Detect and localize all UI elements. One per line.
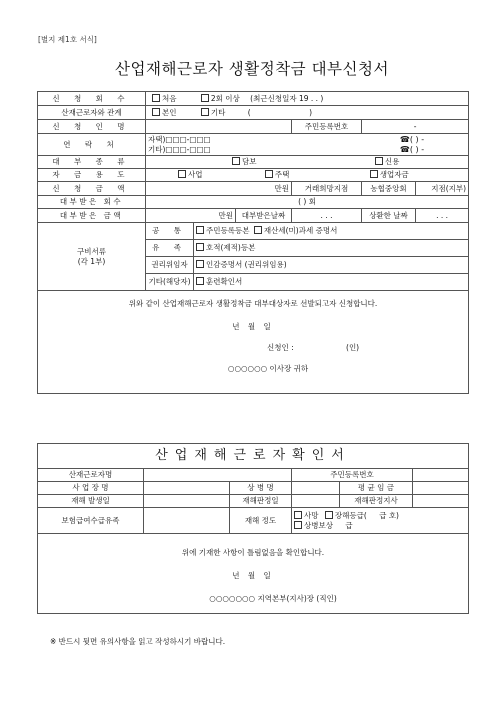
docs-other-row (194, 274, 469, 291)
count-label: 신 청 회 수 (38, 92, 146, 106)
count-second-checkbox[interactable] (201, 94, 240, 103)
benefit-type-field[interactable] (144, 508, 230, 534)
docs-label (38, 223, 146, 291)
docs-agent-checkbox[interactable] (196, 260, 287, 269)
severity-options (292, 508, 469, 534)
collateral-text: 담보 (242, 157, 257, 167)
docs-tax-checkbox[interactable] (252, 226, 337, 235)
confirmation-statement-block (38, 534, 469, 614)
decision-office-label: 재해판정지사 (340, 495, 413, 508)
injury-comp-text: 상병보상 (304, 520, 333, 530)
docs-family-text: 호적(제적)등본 (206, 243, 256, 253)
application-statement-block (38, 291, 469, 394)
confirmation-table (37, 443, 469, 614)
other-phone-label: 기타)□□□-□□□ (148, 144, 211, 154)
repay-date-field[interactable]: . . . (416, 209, 469, 223)
avg-wage-label: 평 균 임 금 (340, 482, 413, 495)
applicant-label: 신청인 : (266, 343, 294, 352)
count-second-text: 2회 이상 (210, 93, 240, 103)
bank-name: 농협중앙회 (362, 182, 416, 196)
other-tel: ☎( ) - (399, 144, 425, 154)
confirm-rrn-field[interactable] (413, 469, 469, 482)
benefit-type-text: 보험급여수급유족 (61, 515, 120, 525)
form-number: [별지 제1호 서식] (38, 35, 97, 44)
relation-self-checkbox[interactable] (152, 108, 177, 117)
docs-common-row (194, 223, 469, 240)
disability-text: 장해등급( (334, 511, 367, 521)
loan-amount-field[interactable] (146, 209, 236, 223)
relation-other-checkbox[interactable] (201, 108, 226, 117)
confirmation-title: 산업재해근로자확인서 (38, 444, 469, 469)
docs-training-text: 훈련확인서 (206, 277, 243, 287)
relation-paren: ( ) (247, 107, 341, 117)
loan-count-field[interactable]: ( ) 회 (146, 196, 469, 209)
docs-family-label: 유 족 (146, 240, 194, 257)
loan-amount-label: 대부받은 금액 (38, 209, 146, 223)
home-phone-label: 자택)□□□-□□□ (148, 134, 211, 144)
docs-other-label: 기타(해당자) (146, 274, 194, 291)
docs-family-row (194, 240, 469, 257)
docs-family-checkbox[interactable] (196, 243, 255, 252)
accident-date-label: 재해 발생일 (38, 495, 144, 508)
credit-text: 신용 (384, 157, 400, 167)
contact-field[interactable] (146, 134, 469, 156)
disability-checkbox[interactable] (325, 511, 367, 520)
addressee: ○○○○○○ 이사장 귀하 (227, 364, 309, 373)
decision-office-field[interactable] (413, 495, 469, 508)
docs-agent-label: 권리위임자 (146, 257, 194, 274)
loan-type-options (146, 156, 469, 169)
amount-field[interactable] (146, 182, 292, 196)
application-date: 년 월 일 (232, 322, 274, 331)
rrn-label: 주민등록번호 (292, 120, 362, 134)
rrn-field[interactable]: - (362, 120, 469, 134)
docs-label-1: 구비서류 (77, 247, 106, 257)
relation-label: 산재근로자와 관계 (38, 106, 146, 120)
purpose-label: 자 금 용 도 (38, 169, 146, 182)
worker-name-field[interactable] (144, 469, 292, 482)
docs-agent-text: 인감증명서 (권리위임용) (206, 260, 287, 270)
branch-field[interactable]: 지점(지부) (416, 182, 469, 196)
relation-options (146, 106, 469, 120)
repay-date-label: 상환한 날짜 (362, 209, 416, 223)
contact-label: 연 락 처 (38, 134, 146, 156)
docs-training-checkbox[interactable] (196, 277, 242, 286)
docs-resident-checkbox[interactable] (196, 226, 249, 235)
avg-wage-field[interactable] (413, 482, 469, 495)
livelihood-text: 생업자금 (379, 170, 409, 180)
worker-name-label: 산재근로자명 (38, 469, 144, 482)
purpose-options (146, 169, 469, 182)
home-tel: ☎( ) - (399, 134, 425, 144)
accident-date-field[interactable] (144, 495, 230, 508)
docs-label-2: (각 1부) (77, 256, 106, 266)
loan-date-label: 대부받은날짜 (236, 209, 292, 223)
application-table (37, 91, 469, 394)
severity-label: 재해 정도 (230, 508, 292, 534)
amount-unit: 만원 (274, 183, 289, 193)
death-text: 사망 (304, 511, 319, 521)
bank-label: 거래희망지점 (292, 182, 362, 196)
injury-label: 상 병 명 (230, 482, 292, 495)
footnote: ※ 반드시 뒷면 유의사항을 읽고 작성하시기 바랍니다. (50, 637, 226, 646)
count-options (146, 92, 469, 106)
credit-checkbox[interactable] (375, 157, 400, 166)
loan-amount-unit: 만원 (218, 210, 233, 220)
housing-checkbox[interactable] (265, 170, 290, 179)
collateral-checkbox[interactable] (232, 157, 257, 166)
docs-resident-text: 주민등록등본 (206, 226, 250, 236)
docs-agent-row (194, 257, 469, 274)
confirmation-statement: 위에 기재한 사항이 틀림없음을 확인합니다. (181, 548, 325, 557)
decision-date-label: 재해판정일 (230, 495, 292, 508)
count-first-checkbox[interactable] (152, 94, 177, 103)
injury-comp-grade: 급 (345, 520, 353, 530)
docs-common-label: 공 통 (146, 223, 194, 240)
relation-other-text: 기타 (210, 107, 226, 117)
application-statement: 위와 같이 산업재해근로자 생활정착금 대부대상자로 선발되고자 신청합니다. (128, 299, 378, 308)
disability-grade: 급 호) (379, 511, 399, 521)
confirmation-signer: ○○○○○○○ 지역본부(지사)장 (직인) (209, 594, 337, 603)
applicant-seal: (인) (346, 343, 360, 352)
workplace-field[interactable] (144, 482, 230, 495)
amount-label: 신 청 금 액 (38, 182, 146, 196)
loan-count-label: 대부받은 회수 (38, 196, 146, 209)
name-field[interactable] (146, 120, 292, 134)
business-text: 사업 (188, 170, 203, 180)
docs-tax-text: 재산세(미)과세 증명서 (263, 226, 338, 236)
count-recent-text: (최근신청일자 19 . . ) (250, 93, 324, 103)
loan-type-label: 대 부 종 류 (38, 156, 146, 169)
decision-date-field[interactable] (292, 495, 340, 508)
livelihood-checkbox[interactable] (370, 170, 409, 179)
name-label: 신 청 인 명 (38, 120, 146, 134)
benefit-type-label (38, 508, 144, 534)
injury-field[interactable] (292, 482, 340, 495)
workplace-label: 사 업 장 명 (38, 482, 144, 495)
death-checkbox[interactable] (294, 511, 319, 520)
loan-date-field[interactable]: . . . (292, 209, 362, 223)
relation-self-text: 본인 (162, 107, 177, 117)
business-checkbox[interactable] (178, 170, 203, 179)
confirmation-date: 년 월 일 (232, 571, 274, 580)
count-first-text: 처음 (162, 93, 177, 103)
confirm-rrn-label: 주민등록번호 (292, 469, 413, 482)
injury-comp-checkbox[interactable] (294, 521, 333, 530)
form-title: 산업재해근로자 생활정착금 대부신청서 (115, 60, 389, 78)
housing-text: 주택 (274, 170, 290, 180)
